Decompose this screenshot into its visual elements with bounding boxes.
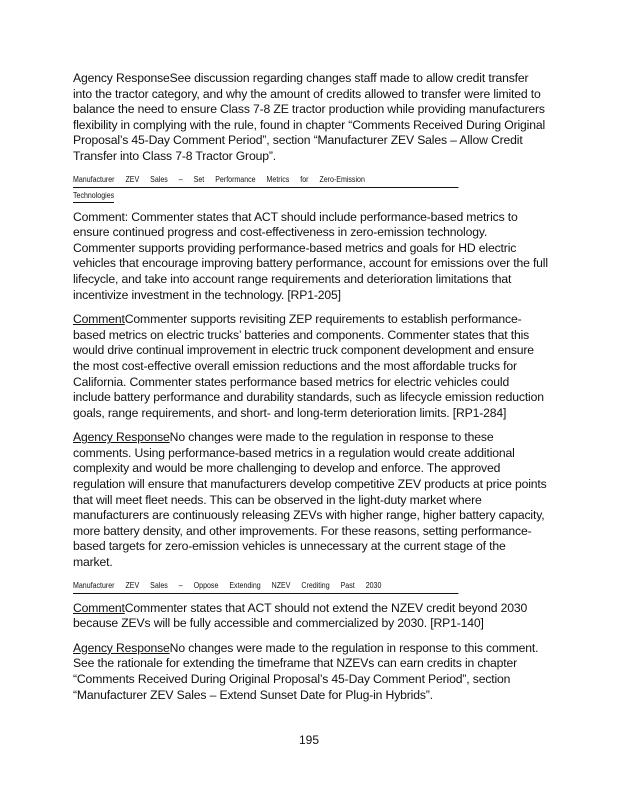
document-body — [73, 71, 548, 712]
comment-paragraph — [73, 210, 548, 304]
comment-label: Comment: — [73, 209, 129, 224]
page-number: 195 — [298, 733, 320, 747]
section-heading-line: Manufacturer ZEV Sales – Set Performance Metrics for Zero-Emission — [73, 174, 458, 188]
comment-label: Comment — [73, 312, 125, 327]
comment-paragraph — [73, 601, 548, 632]
comment-text: Commenter states that ACT should not extend the NZEV credit beyond 2030 because ZEVs will be fully accessible and commercialized by 2030. [RP1-140] — [73, 600, 528, 631]
comment-paragraph — [73, 312, 548, 421]
section-heading-line: Manufacturer ZEV Sales – Oppose Extending NZEV Crediting Past 2030 — [73, 580, 458, 594]
comment-text: Commenter states that ACT should include performance-based metrics to ensure continued progress and cost-effectiveness in zero-emission technology. Commenter supports providing performance-based metrics and goals for HD electric vehicles that encourage improving battery performance, account for emissions over the full lifecycle, and take into account range requirements and deterioration limitations that incentivize investment in the technology. [RP1-205] — [73, 209, 548, 302]
comment-label: Comment — [73, 600, 125, 615]
agency-response-text: No changes were made to the regulation in response to these comments. Using performance-based metrics in a regulation would create additional complexity and would be more challenging to develop and enforce. The approved regulation will ensure that manufacturers develop competitive ZEV products at price points that will meet fleet needs. This can be observed in the light-duty market where manufacturers are continuously releasing ZEVs with higher range, higher battery capacity, more battery density, and other improvements. For these reasons, setting performance-based targets for zero-emission vehicles is unnecessary at the current stage of the market. — [73, 430, 547, 570]
agency-response-text: See discussion regarding changes staff made to allow credit transfer into the tractor category, and why the amount of credits allowed to transfer were limited to balance the need to ensure Class 7-8 ZE tractor production while providing manufacturers flexibility in complying with the rule, found in chapter “Comments Received During Original Proposal’s 45-Day Comment Period”, section “Manufacturer ZEV Sales – Allow Credit Transfer into Class 7-8 Tractor Group”. — [73, 71, 546, 163]
section-heading-line: Technologies — [73, 190, 114, 203]
agency-response-paragraph — [73, 71, 548, 165]
section-heading-nzev-crediting — [73, 580, 548, 594]
agency-response-label: Agency Response — [73, 430, 170, 445]
agency-response-label: Agency Response — [73, 71, 170, 85]
section-heading-performance-metrics — [73, 174, 548, 203]
agency-response-label: Agency Response — [73, 640, 170, 655]
comment-text: Commenter supports revisiting ZEP requirements to establish performance-based metrics on electric trucks’ batteries and components. Commenter states that this would drive continual improvement in electric truck component development and ensure the most cost-effective overall emission reductions and the most affordable trucks for California. Commenter states performance based metrics for electric vehicles could include battery performance and durability standards, such as lifecycle emission reduction goals, range requirements, and short- and long-term deterioration limits. [RP1-284] — [73, 312, 544, 420]
agency-response-paragraph — [73, 641, 548, 703]
agency-response-text: No changes were made to the regulation in response to this comment. See the rationale for extending the timeframe that NZEVs can earn credits in chapter “Comments Received During Original Proposal’s 45-Day Comment Period”, section “Manufacturer ZEV Sales – Extend Sunset Date for Plug-in Hybrids”. — [73, 640, 539, 702]
agency-response-paragraph — [73, 430, 548, 570]
